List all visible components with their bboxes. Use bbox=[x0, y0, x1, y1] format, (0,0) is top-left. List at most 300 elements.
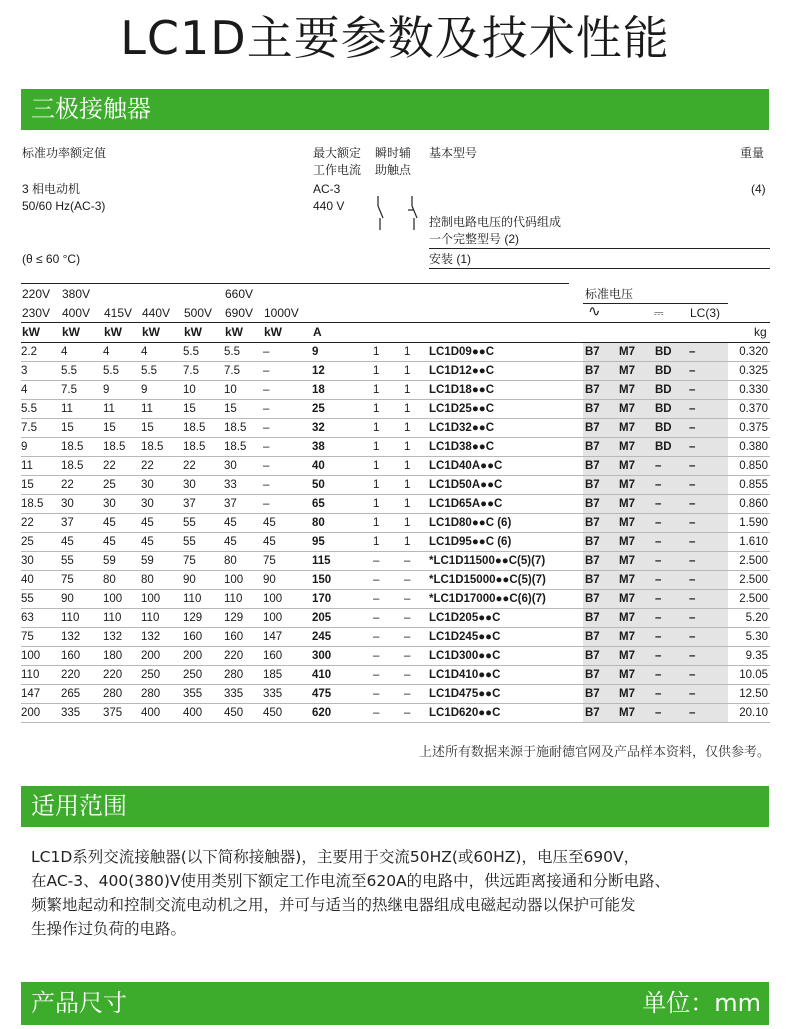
cell-weight: 2.500 bbox=[728, 552, 770, 571]
cell-kw-660v: 335 bbox=[224, 685, 263, 704]
paragraph-line: 在AC-3、400(380)V使用类别下额定工作电流至620A的电路中，供远距离接通和分断电路、 bbox=[31, 872, 671, 890]
cell-kw-415v: 220 bbox=[103, 666, 141, 685]
cell-aux-nc: – bbox=[404, 571, 429, 590]
cell-code-lc3: – bbox=[687, 476, 728, 495]
cell-aux-no: 1 bbox=[373, 419, 404, 438]
cell-kw-415v: 80 bbox=[103, 571, 141, 590]
cell-aux-nc: – bbox=[404, 590, 429, 609]
cell-code-bd: – bbox=[653, 666, 687, 685]
cell-kw-220v: 15 bbox=[21, 476, 61, 495]
cell-kw-660v: 18.5 bbox=[224, 419, 263, 438]
cell-kw-415v: 132 bbox=[103, 628, 141, 647]
cell-kw-380v: 18.5 bbox=[61, 438, 103, 457]
cell-weight: 0.380 bbox=[728, 438, 770, 457]
cell-code-bd: – bbox=[653, 495, 687, 514]
temperature-label: (θ ≤ 60 °C) bbox=[22, 252, 81, 266]
cell-code-bd: BD bbox=[653, 362, 687, 381]
cell-weight: 0.330 bbox=[728, 381, 770, 400]
cell-kw-380v: 15 bbox=[61, 419, 103, 438]
cell-kw-415v: 280 bbox=[103, 685, 141, 704]
control-code-label-1: 控制电路电压的代码组成 bbox=[429, 215, 562, 229]
cell-kw-1000v: 335 bbox=[263, 685, 312, 704]
volt-1000: 1000V bbox=[264, 306, 299, 320]
cell-code-bd: – bbox=[653, 609, 687, 628]
cell-code-b7: B7 bbox=[583, 590, 617, 609]
cell-kw-500v: 55 bbox=[183, 533, 224, 552]
cell-kw-440v: 30 bbox=[141, 476, 183, 495]
cell-kw-500v: 200 bbox=[183, 647, 224, 666]
table-row bbox=[21, 343, 770, 362]
cell-kw-220v: 22 bbox=[21, 514, 61, 533]
unit-kw: kW bbox=[22, 325, 40, 339]
table-row bbox=[21, 419, 770, 438]
volt-500: 500V bbox=[184, 306, 213, 320]
cell-kw-1000v: – bbox=[263, 457, 312, 476]
cell-code-b7: B7 bbox=[583, 419, 617, 438]
cell-kw-440v: 45 bbox=[141, 514, 183, 533]
cell-base-model: LC1D40A●●C bbox=[429, 457, 583, 476]
volt-660: 660V bbox=[225, 287, 254, 301]
section-title: 三极接触器 bbox=[31, 95, 151, 123]
cell-weight: 0.375 bbox=[728, 419, 770, 438]
volt-400: 400V bbox=[62, 306, 91, 320]
cell-kw-440v: 5.5 bbox=[141, 362, 183, 381]
table-row bbox=[21, 533, 770, 552]
cell-code-bd: – bbox=[653, 457, 687, 476]
voltage-440-label: 440 V bbox=[313, 199, 345, 213]
cell-code-m7: M7 bbox=[617, 362, 653, 381]
cell-code-b7: B7 bbox=[583, 362, 617, 381]
cell-aux-no: – bbox=[373, 552, 404, 571]
cell-max-current: 245 bbox=[312, 628, 373, 647]
cell-kw-440v: 22 bbox=[141, 457, 183, 476]
cell-base-model: LC1D300●●C bbox=[429, 647, 583, 666]
cell-kw-220v: 2.2 bbox=[21, 343, 61, 362]
paragraph-line: LC1D系列交流接触器(以下简称接触器)，主要用于交流50HZ(或60HZ)，电压至690V， bbox=[31, 848, 640, 866]
frequency-label: 50/60 Hz(AC-3) bbox=[22, 199, 106, 213]
cell-code-m7: M7 bbox=[617, 609, 653, 628]
cell-kw-1000v: – bbox=[263, 362, 312, 381]
unit-kw: kW bbox=[104, 325, 122, 339]
cell-kw-1000v: – bbox=[263, 400, 312, 419]
application-paragraph bbox=[31, 845, 766, 941]
cell-kw-500v: 37 bbox=[183, 495, 224, 514]
cell-aux-nc: – bbox=[404, 647, 429, 666]
unit-a: A bbox=[313, 325, 322, 339]
cell-aux-nc: – bbox=[404, 628, 429, 647]
cell-kw-380v: 37 bbox=[61, 514, 103, 533]
cell-weight: 12.50 bbox=[728, 685, 770, 704]
cell-kw-1000v: – bbox=[263, 495, 312, 514]
cell-kw-500v: 75 bbox=[183, 552, 224, 571]
cell-code-b7: B7 bbox=[583, 343, 617, 362]
cell-code-b7: B7 bbox=[583, 533, 617, 552]
cell-kw-440v: 280 bbox=[141, 685, 183, 704]
cell-kw-415v: 30 bbox=[103, 495, 141, 514]
cell-aux-nc: 1 bbox=[404, 343, 429, 362]
cell-kw-1000v: – bbox=[263, 476, 312, 495]
cell-code-m7: M7 bbox=[617, 419, 653, 438]
cell-aux-no: 1 bbox=[373, 514, 404, 533]
unit-kw: kW bbox=[142, 325, 160, 339]
cell-weight: 9.35 bbox=[728, 647, 770, 666]
table-row bbox=[21, 609, 770, 628]
cell-kw-220v: 100 bbox=[21, 647, 61, 666]
cell-weight: 0.855 bbox=[728, 476, 770, 495]
cell-kw-500v: 10 bbox=[183, 381, 224, 400]
cell-aux-no: 1 bbox=[373, 381, 404, 400]
cell-kw-500v: 90 bbox=[183, 571, 224, 590]
install-label: 安装 (1) bbox=[429, 252, 472, 266]
cell-aux-nc: 1 bbox=[404, 457, 429, 476]
cell-kw-380v: 90 bbox=[61, 590, 103, 609]
cell-kw-500v: 18.5 bbox=[183, 419, 224, 438]
cell-aux-no: 1 bbox=[373, 476, 404, 495]
cell-code-lc3: – bbox=[687, 666, 728, 685]
cell-base-model: *LC1D15000●●C(5)(7) bbox=[429, 571, 583, 590]
cell-base-model: *LC1D11500●●C(5)(7) bbox=[429, 552, 583, 571]
std-voltage-label: 标准电压 bbox=[585, 287, 634, 301]
unit-kw: kW bbox=[264, 325, 282, 339]
cell-code-b7: B7 bbox=[583, 685, 617, 704]
cell-base-model: LC1D18●●C bbox=[429, 381, 583, 400]
cell-kw-660v: 160 bbox=[224, 628, 263, 647]
cell-kw-660v: 37 bbox=[224, 495, 263, 514]
cell-kw-380v: 75 bbox=[61, 571, 103, 590]
cell-code-lc3: – bbox=[687, 704, 728, 723]
cell-code-m7: M7 bbox=[617, 381, 653, 400]
cell-code-lc3: – bbox=[687, 685, 728, 704]
cell-code-m7: M7 bbox=[617, 438, 653, 457]
section-bar-three-pole bbox=[21, 89, 769, 130]
cell-code-lc3: – bbox=[687, 495, 728, 514]
cell-aux-no: 1 bbox=[373, 495, 404, 514]
cell-kw-415v: 9 bbox=[103, 381, 141, 400]
cell-code-lc3: – bbox=[687, 400, 728, 419]
cell-kw-1000v: 100 bbox=[263, 609, 312, 628]
cell-weight: 0.850 bbox=[728, 457, 770, 476]
cell-aux-no: 1 bbox=[373, 400, 404, 419]
cell-base-model: LC1D38●●C bbox=[429, 438, 583, 457]
cell-kw-500v: 22 bbox=[183, 457, 224, 476]
paragraph-line: 频繁地起动和控制交流电动机之用，并可与适当的热继电器组成电磁起动器以保护可能发 bbox=[31, 896, 636, 914]
cell-kw-415v: 25 bbox=[103, 476, 141, 495]
cell-max-current: 9 bbox=[312, 343, 373, 362]
cell-code-bd: – bbox=[653, 571, 687, 590]
cell-kw-440v: 80 bbox=[141, 571, 183, 590]
section-bar-dimensions bbox=[21, 982, 769, 1025]
table-row bbox=[21, 381, 770, 400]
spec-table bbox=[21, 343, 770, 723]
cell-max-current: 12 bbox=[312, 362, 373, 381]
cell-base-model: LC1D205●●C bbox=[429, 609, 583, 628]
table-row bbox=[21, 400, 770, 419]
cell-code-m7: M7 bbox=[617, 343, 653, 362]
lc3-label: LC(3) bbox=[690, 306, 721, 320]
cell-kw-415v: 110 bbox=[103, 609, 141, 628]
cell-kw-440v: 200 bbox=[141, 647, 183, 666]
cell-code-lc3: – bbox=[687, 590, 728, 609]
cell-weight: 1.610 bbox=[728, 533, 770, 552]
divider bbox=[21, 322, 770, 323]
cell-kw-380v: 11 bbox=[61, 400, 103, 419]
cell-kw-660v: 18.5 bbox=[224, 438, 263, 457]
disclaimer-note: 上述所有数据来源于施耐德官网及产品样本资料，仅供参考。 bbox=[418, 744, 770, 759]
cell-kw-220v: 110 bbox=[21, 666, 61, 685]
unit-kw: kW bbox=[184, 325, 202, 339]
cell-kw-220v: 55 bbox=[21, 590, 61, 609]
cell-code-bd: BD bbox=[653, 419, 687, 438]
cell-code-bd: – bbox=[653, 685, 687, 704]
cell-weight: 1.590 bbox=[728, 514, 770, 533]
cell-max-current: 115 bbox=[312, 552, 373, 571]
cell-aux-no: 1 bbox=[373, 457, 404, 476]
table-row bbox=[21, 552, 770, 571]
cell-code-bd: – bbox=[653, 533, 687, 552]
table-row bbox=[21, 666, 770, 685]
section-title: 适用范围 bbox=[31, 792, 127, 820]
cell-kw-500v: 18.5 bbox=[183, 438, 224, 457]
cell-weight: 10.05 bbox=[728, 666, 770, 685]
cell-kw-440v: 30 bbox=[141, 495, 183, 514]
cell-aux-nc: 1 bbox=[404, 419, 429, 438]
cell-max-current: 18 bbox=[312, 381, 373, 400]
cell-aux-nc: 1 bbox=[404, 438, 429, 457]
volt-220: 220V bbox=[22, 287, 51, 301]
cell-code-m7: M7 bbox=[617, 533, 653, 552]
cell-max-current: 410 bbox=[312, 666, 373, 685]
cell-aux-no: 1 bbox=[373, 438, 404, 457]
cell-code-m7: M7 bbox=[617, 571, 653, 590]
cell-kw-415v: 11 bbox=[103, 400, 141, 419]
cell-code-b7: B7 bbox=[583, 514, 617, 533]
cell-kw-1000v: 45 bbox=[263, 533, 312, 552]
cell-kw-415v: 15 bbox=[103, 419, 141, 438]
cell-code-m7: M7 bbox=[617, 552, 653, 571]
cell-base-model: LC1D95●●C (6) bbox=[429, 533, 583, 552]
divider bbox=[429, 248, 770, 249]
cell-code-b7: B7 bbox=[583, 495, 617, 514]
cell-max-current: 170 bbox=[312, 590, 373, 609]
cell-kw-1000v: 90 bbox=[263, 571, 312, 590]
ac-symbol-icon: ∿ bbox=[588, 303, 601, 320]
unit-kg: kg bbox=[754, 325, 767, 339]
cell-aux-nc: 1 bbox=[404, 381, 429, 400]
cell-aux-nc: – bbox=[404, 666, 429, 685]
cell-code-b7: B7 bbox=[583, 609, 617, 628]
cell-kw-415v: 59 bbox=[103, 552, 141, 571]
control-code-label-2: 一个完整型号 (2) bbox=[429, 232, 520, 246]
cell-kw-1000v: 185 bbox=[263, 666, 312, 685]
cell-kw-220v: 4 bbox=[21, 381, 61, 400]
max-current-label-2: 工作电流 bbox=[313, 163, 362, 177]
cell-kw-380v: 5.5 bbox=[61, 362, 103, 381]
cell-code-m7: M7 bbox=[617, 704, 653, 723]
cell-code-m7: M7 bbox=[617, 495, 653, 514]
power-rating-label: 标准功率额定值 bbox=[22, 146, 107, 160]
table-row bbox=[21, 628, 770, 647]
cell-kw-380v: 335 bbox=[61, 704, 103, 723]
cell-base-model: LC1D12●●C bbox=[429, 362, 583, 381]
cell-kw-1000v: 75 bbox=[263, 552, 312, 571]
cell-kw-220v: 40 bbox=[21, 571, 61, 590]
cell-aux-nc: – bbox=[404, 685, 429, 704]
cell-kw-1000v: – bbox=[263, 343, 312, 362]
cell-weight: 2.500 bbox=[728, 571, 770, 590]
cell-weight: 5.30 bbox=[728, 628, 770, 647]
cell-kw-380v: 110 bbox=[61, 609, 103, 628]
cell-kw-440v: 400 bbox=[141, 704, 183, 723]
cell-kw-220v: 147 bbox=[21, 685, 61, 704]
cell-max-current: 80 bbox=[312, 514, 373, 533]
paragraph-line: 生操作过负荷的电路。 bbox=[31, 920, 187, 938]
section-title: 产品尺寸 bbox=[31, 989, 127, 1017]
cell-code-lc3: – bbox=[687, 362, 728, 381]
table-row bbox=[21, 457, 770, 476]
cell-weight: 2.500 bbox=[728, 590, 770, 609]
divider bbox=[583, 303, 728, 304]
cell-code-lc3: – bbox=[687, 419, 728, 438]
cell-max-current: 475 bbox=[312, 685, 373, 704]
cell-kw-380v: 55 bbox=[61, 552, 103, 571]
cell-weight: 5.20 bbox=[728, 609, 770, 628]
cell-kw-1000v: – bbox=[263, 381, 312, 400]
cell-aux-nc: 1 bbox=[404, 362, 429, 381]
cell-code-bd: – bbox=[653, 590, 687, 609]
table-row bbox=[21, 495, 770, 514]
cell-kw-660v: 110 bbox=[224, 590, 263, 609]
cell-code-lc3: – bbox=[687, 533, 728, 552]
cell-max-current: 32 bbox=[312, 419, 373, 438]
cell-aux-nc: – bbox=[404, 704, 429, 723]
weight-note: (4) bbox=[751, 182, 766, 196]
cell-aux-no: – bbox=[373, 704, 404, 723]
cell-kw-500v: 250 bbox=[183, 666, 224, 685]
cell-kw-380v: 4 bbox=[61, 343, 103, 362]
cell-code-b7: B7 bbox=[583, 476, 617, 495]
cell-base-model: LC1D620●●C bbox=[429, 704, 583, 723]
cell-code-bd: – bbox=[653, 514, 687, 533]
cell-kw-415v: 45 bbox=[103, 533, 141, 552]
cell-kw-415v: 375 bbox=[103, 704, 141, 723]
cell-kw-500v: 160 bbox=[183, 628, 224, 647]
cell-code-bd: BD bbox=[653, 400, 687, 419]
cell-kw-660v: 10 bbox=[224, 381, 263, 400]
cell-aux-nc: 1 bbox=[404, 495, 429, 514]
cell-kw-415v: 45 bbox=[103, 514, 141, 533]
cell-kw-500v: 5.5 bbox=[183, 343, 224, 362]
cell-aux-no: 1 bbox=[373, 343, 404, 362]
section-bar-application bbox=[21, 786, 769, 827]
cell-base-model: LC1D09●●C bbox=[429, 343, 583, 362]
cell-aux-no: – bbox=[373, 571, 404, 590]
cell-kw-380v: 132 bbox=[61, 628, 103, 647]
cell-code-m7: M7 bbox=[617, 590, 653, 609]
table-row bbox=[21, 438, 770, 457]
ac3-label: AC-3 bbox=[313, 182, 341, 196]
cell-kw-500v: 30 bbox=[183, 476, 224, 495]
cell-base-model: LC1D410●●C bbox=[429, 666, 583, 685]
table-row bbox=[21, 685, 770, 704]
cell-kw-500v: 15 bbox=[183, 400, 224, 419]
cell-kw-660v: 45 bbox=[224, 533, 263, 552]
max-current-label-1: 最大额定 bbox=[313, 146, 362, 160]
cell-code-b7: B7 bbox=[583, 571, 617, 590]
cell-kw-660v: 80 bbox=[224, 552, 263, 571]
cell-kw-440v: 9 bbox=[141, 381, 183, 400]
cell-kw-500v: 55 bbox=[183, 514, 224, 533]
cell-kw-380v: 30 bbox=[61, 495, 103, 514]
cell-kw-660v: 220 bbox=[224, 647, 263, 666]
motor-label: 3 相电动机 bbox=[22, 182, 81, 196]
table-row bbox=[21, 476, 770, 495]
cell-kw-440v: 59 bbox=[141, 552, 183, 571]
cell-kw-380v: 265 bbox=[61, 685, 103, 704]
cell-kw-440v: 250 bbox=[141, 666, 183, 685]
cell-code-m7: M7 bbox=[617, 647, 653, 666]
cell-code-bd: – bbox=[653, 476, 687, 495]
volt-230: 230V bbox=[22, 306, 51, 320]
table-row bbox=[21, 514, 770, 533]
cell-kw-220v: 3 bbox=[21, 362, 61, 381]
cell-max-current: 38 bbox=[312, 438, 373, 457]
cell-max-current: 50 bbox=[312, 476, 373, 495]
cell-kw-500v: 129 bbox=[183, 609, 224, 628]
cell-weight: 0.370 bbox=[728, 400, 770, 419]
cell-kw-1000v: 147 bbox=[263, 628, 312, 647]
cell-kw-660v: 7.5 bbox=[224, 362, 263, 381]
cell-code-lc3: – bbox=[687, 514, 728, 533]
cell-kw-500v: 355 bbox=[183, 685, 224, 704]
cell-kw-660v: 450 bbox=[224, 704, 263, 723]
cell-code-lc3: – bbox=[687, 457, 728, 476]
cell-kw-440v: 132 bbox=[141, 628, 183, 647]
table-row bbox=[21, 590, 770, 609]
cell-max-current: 205 bbox=[312, 609, 373, 628]
cell-weight: 0.320 bbox=[728, 343, 770, 362]
table-row bbox=[21, 571, 770, 590]
cell-kw-380v: 220 bbox=[61, 666, 103, 685]
cell-max-current: 40 bbox=[312, 457, 373, 476]
aux-contact-label-1: 瞬时辅 bbox=[375, 146, 412, 160]
cell-kw-1000v: 160 bbox=[263, 647, 312, 666]
cell-max-current: 300 bbox=[312, 647, 373, 666]
cell-base-model: LC1D50A●●C bbox=[429, 476, 583, 495]
cell-kw-1000v: – bbox=[263, 438, 312, 457]
table-row bbox=[21, 704, 770, 723]
cell-kw-415v: 4 bbox=[103, 343, 141, 362]
cell-kw-500v: 400 bbox=[183, 704, 224, 723]
cell-aux-no: – bbox=[373, 666, 404, 685]
cell-code-m7: M7 bbox=[617, 685, 653, 704]
cell-kw-220v: 9 bbox=[21, 438, 61, 457]
cell-kw-220v: 7.5 bbox=[21, 419, 61, 438]
cell-kw-220v: 200 bbox=[21, 704, 61, 723]
cell-kw-440v: 18.5 bbox=[141, 438, 183, 457]
base-model-label: 基本型号 bbox=[429, 146, 478, 160]
cell-kw-440v: 110 bbox=[141, 609, 183, 628]
cell-aux-no: 1 bbox=[373, 533, 404, 552]
cell-kw-220v: 11 bbox=[21, 457, 61, 476]
cell-aux-nc: 1 bbox=[404, 533, 429, 552]
table-row bbox=[21, 647, 770, 666]
cell-code-b7: B7 bbox=[583, 704, 617, 723]
cell-aux-nc: 1 bbox=[404, 400, 429, 419]
cell-code-bd: – bbox=[653, 704, 687, 723]
cell-kw-220v: 63 bbox=[21, 609, 61, 628]
unit-kw: kW bbox=[62, 325, 80, 339]
cell-aux-no: – bbox=[373, 647, 404, 666]
